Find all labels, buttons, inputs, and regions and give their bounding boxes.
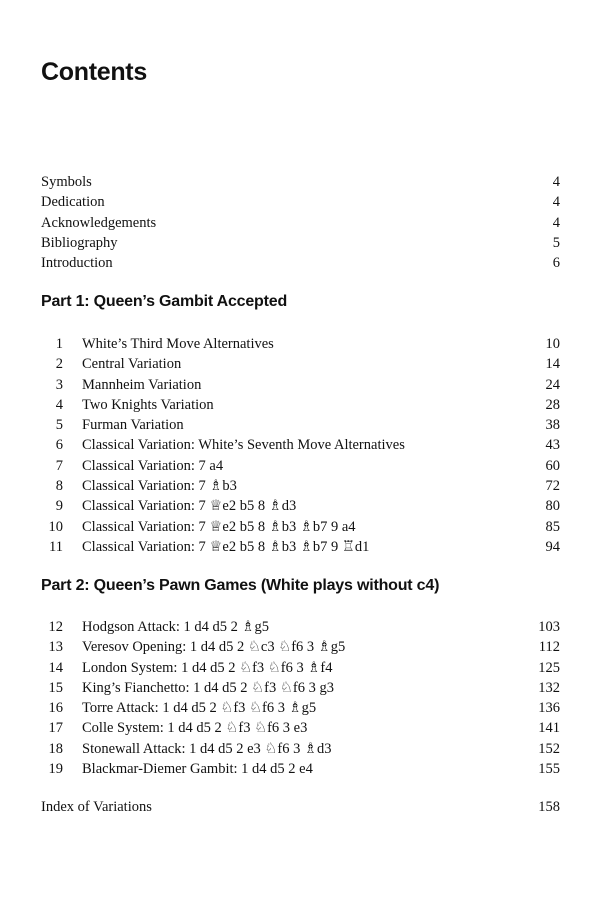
page-title: Contents <box>41 58 147 86</box>
chapter-title: Central Variation <box>82 356 182 373</box>
chapter-page: 112 <box>538 639 560 656</box>
chapter-title: Classical Variation: 7 ♕e2 b5 8 ♗b3 ♗b7 9 a4 <box>82 518 356 535</box>
toc-chapter-13[interactable] <box>41 637 560 657</box>
chapter-page: 152 <box>538 740 560 757</box>
chapter-title: Colle System: 1 d4 d5 2 ♘f3 ♘f6 3 e3 <box>82 720 308 737</box>
toc-chapter-9[interactable] <box>41 496 560 516</box>
chapter-page: 14 <box>545 356 560 373</box>
chapter-number: 3 <box>55 376 63 393</box>
chapter-title: Blackmar-Diemer Gambit: 1 d4 d5 2 e4 <box>82 761 313 778</box>
toc-chapter-18[interactable] <box>41 739 560 759</box>
toc-chapter-12[interactable] <box>41 617 560 637</box>
chapter-title: Torre Attack: 1 d4 d5 2 ♘f3 ♘f6 3 ♗g5 <box>82 700 317 717</box>
chapter-page: 94 <box>545 538 560 555</box>
chapter-page: 155 <box>538 761 560 778</box>
toc-chapter-4[interactable] <box>41 395 560 415</box>
chapter-title: Two Knights Variation <box>82 396 214 413</box>
toc-chapter-19[interactable] <box>41 759 560 779</box>
chapter-number: 1 <box>55 336 63 352</box>
chapter-number: 8 <box>55 478 63 495</box>
chapter-title: Veresov Opening: 1 d4 d5 2 ♘c3 ♘f6 3 ♗g5 <box>82 639 346 656</box>
chapter-page: 103 <box>538 619 560 635</box>
chapter-title: Classical Variation: 7 ♕e2 b5 8 ♗d3 <box>82 498 297 515</box>
chapter-number: 19 <box>48 761 63 778</box>
entry-label: Symbols <box>41 174 92 190</box>
toc-chapter-16[interactable] <box>41 698 560 718</box>
chapter-number: 12 <box>48 619 63 635</box>
chapter-title: Classical Variation: 7 a4 <box>82 457 224 474</box>
chapter-title: Hodgson Attack: 1 d4 d5 2 ♗g5 <box>82 619 269 635</box>
part1-chapter-list <box>41 334 560 557</box>
chapter-page: 125 <box>538 659 560 676</box>
toc-chapter-15[interactable] <box>41 678 560 698</box>
chapter-page: 10 <box>545 336 560 352</box>
toc-chapter-8[interactable] <box>41 476 560 496</box>
toc-chapter-2[interactable] <box>41 354 560 374</box>
toc-chapter-7[interactable] <box>41 456 560 476</box>
toc-chapter-17[interactable] <box>41 718 560 738</box>
toc-entry-bibliography[interactable] <box>41 233 560 253</box>
chapter-title: Classical Variation: 7 ♗b3 <box>82 478 237 495</box>
chapter-title: Furman Variation <box>82 417 184 434</box>
chapter-page: 24 <box>545 376 560 393</box>
chapter-number: 2 <box>55 356 63 373</box>
front-matter-list <box>41 172 560 273</box>
chapter-title: King’s Fianchetto: 1 d4 d5 2 ♘f3 ♘f6 3 g3 <box>82 679 334 696</box>
chapter-title: London System: 1 d4 d5 2 ♘f3 ♘f6 3 ♗f4 <box>82 659 333 676</box>
toc-chapter-1[interactable] <box>41 334 560 354</box>
chapter-page: 85 <box>545 518 560 535</box>
toc-chapter-14[interactable] <box>41 658 560 678</box>
chapter-page: 80 <box>545 498 560 515</box>
toc-chapter-3[interactable] <box>41 375 560 395</box>
back-matter-list <box>41 797 560 817</box>
chapter-number: 5 <box>55 417 63 434</box>
chapter-number: 10 <box>48 518 63 535</box>
toc-entry-introduction[interactable] <box>41 253 560 273</box>
toc-chapter-5[interactable] <box>41 415 560 435</box>
chapter-page: 72 <box>545 478 560 495</box>
entry-label: Index of Variations <box>41 799 152 815</box>
entry-label: Bibliography <box>41 234 118 251</box>
chapter-title: White’s Third Move Alternatives <box>82 336 274 352</box>
toc-chapter-6[interactable] <box>41 435 560 455</box>
chapter-page: 43 <box>545 437 560 454</box>
chapter-number: 17 <box>48 720 63 737</box>
chapter-number: 7 <box>55 457 63 474</box>
chapter-page: 60 <box>545 457 560 474</box>
part1-heading: Part 1: Queen’s Gambit Accepted <box>41 293 288 310</box>
chapter-number: 18 <box>48 740 63 757</box>
chapter-page: 141 <box>538 720 560 737</box>
toc-chapter-10[interactable] <box>41 517 560 537</box>
part2-heading: Part 2: Queen’s Pawn Games (White plays without c4) <box>41 577 440 594</box>
part2-chapter-list <box>41 617 560 779</box>
toc-entry-index[interactable] <box>41 797 560 817</box>
chapter-page: 28 <box>545 396 560 413</box>
chapter-page: 136 <box>538 700 560 717</box>
entry-page: 158 <box>538 799 560 815</box>
chapter-title: Stonewall Attack: 1 d4 d5 2 e3 ♘f6 3 ♗d3 <box>82 740 332 757</box>
toc-entry-symbols[interactable] <box>41 172 560 192</box>
entry-page: 4 <box>552 174 560 190</box>
toc-entry-dedication[interactable] <box>41 192 560 212</box>
chapter-title: Classical Variation: White’s Seventh Move Alternatives <box>82 437 405 454</box>
entry-page: 6 <box>552 255 560 272</box>
chapter-number: 4 <box>55 396 63 413</box>
chapter-number: 11 <box>49 538 63 555</box>
chapter-title: Mannheim Variation <box>82 376 202 393</box>
entry-label: Introduction <box>41 255 113 272</box>
chapter-number: 9 <box>55 498 63 515</box>
chapter-number: 14 <box>48 659 63 676</box>
chapter-number: 16 <box>48 700 63 717</box>
chapter-page: 38 <box>545 417 560 434</box>
toc-entry-acknowledgements[interactable] <box>41 213 560 233</box>
chapter-number: 13 <box>48 639 63 656</box>
entry-page: 5 <box>552 234 560 251</box>
entry-label: Acknowledgements <box>41 214 157 231</box>
entry-page: 4 <box>552 214 560 231</box>
chapter-number: 15 <box>48 679 63 696</box>
chapter-number: 6 <box>55 437 63 454</box>
entry-page: 4 <box>552 194 560 211</box>
chapter-page: 132 <box>538 679 560 696</box>
toc-chapter-11[interactable] <box>41 537 560 557</box>
entry-label: Dedication <box>41 194 105 211</box>
chapter-title: Classical Variation: 7 ♕e2 b5 8 ♗b3 ♗b7 9 ♖d1 <box>82 538 370 555</box>
